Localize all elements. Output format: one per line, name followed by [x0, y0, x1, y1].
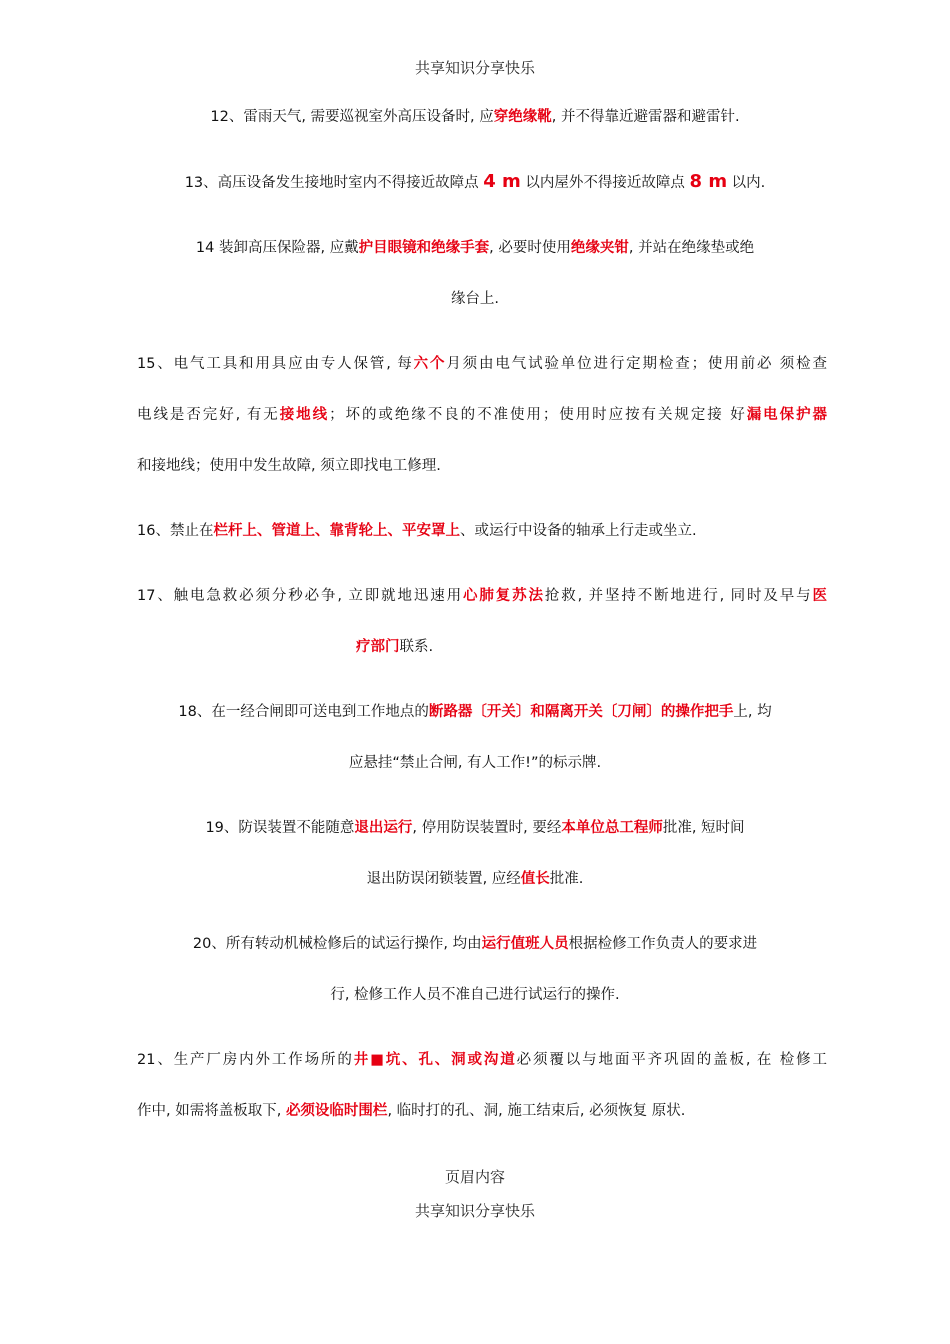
text-run: , 停用防误装置时, 要经 — [412, 820, 562, 836]
text-run: 应悬挂“禁止合闸, 有人工作!”的标示牌. — [348, 755, 602, 771]
text-run: , 并站在绝缘垫或绝 — [628, 240, 755, 256]
item-15-line-2 — [137, 405, 827, 425]
highlight-text: 穿绝缘靴 — [493, 109, 552, 125]
highlight-text: 8 m — [689, 171, 728, 192]
highlight-text: 医 — [812, 588, 828, 604]
text-run: 批准. — [549, 871, 584, 887]
text-run: 和接地线；使用中发生故障, 须立即找电工修理. — [137, 458, 441, 474]
text-run: 12、雷雨天气, 需要巡视室外高压设备时, 应 — [210, 109, 494, 125]
text-run: 电线是否完好, 有无 — [137, 407, 280, 423]
text-run: 20、所有转动机械检修后的试运行操作, 均由 — [192, 936, 482, 952]
footer-label: 页眉内容 — [444, 1168, 505, 1186]
text-run: 17、触电急救必须分秒必争, 立即就地迅速用 — [137, 588, 463, 604]
text-run: 21、生产厂房内外工作场所的 — [137, 1052, 354, 1068]
text-run: 18、在一经合闸即可送电到工作地点的 — [178, 704, 429, 720]
highlight-text: 退出运行 — [354, 820, 413, 836]
item-21-line-2 — [137, 1101, 827, 1121]
item-15-line-3 — [137, 456, 827, 476]
highlight-text: 六个 — [413, 356, 447, 372]
item-14-line-1 — [0, 238, 950, 258]
item-13-line-1 — [0, 172, 950, 193]
item-17-line-1 — [137, 586, 827, 606]
highlight-text: 心肺复苏法 — [463, 588, 545, 604]
item-18-line-1 — [0, 702, 950, 722]
item-12-line-1 — [0, 107, 950, 127]
page-header: 共享知识分享快乐 — [414, 59, 535, 77]
item-17-line-2 — [356, 637, 433, 657]
text-run: 以内. — [727, 175, 766, 191]
text-run: 15、电气工具和用具应由专人保管, 每 — [137, 356, 414, 372]
text-run: 14 装卸高压保险器, 应戴 — [195, 240, 359, 256]
item-14-line-2 — [0, 289, 950, 309]
text-run: ；坏的或绝缘不良的不准使用；使用时应按有关规定接 好 — [329, 407, 747, 423]
highlight-text: 接地线 — [279, 407, 330, 423]
item-15-line-1 — [137, 354, 827, 374]
highlight-text: 绝缘夹钳 — [570, 240, 629, 256]
text-run: 16、禁止在 — [137, 523, 214, 539]
item-19-line-2 — [0, 869, 950, 889]
text-run: 以内屋外不得接近故障点 — [520, 175, 690, 191]
text-run: 、或运行中设备的轴承上行走或坐立. — [459, 523, 697, 539]
highlight-text: 漏电保护器 — [746, 407, 828, 423]
text-run: 13、高压设备发生接地时室内不得接近故障点 — [184, 175, 484, 191]
highlight-text: 必须设临时围栏 — [285, 1103, 388, 1119]
item-20-line-2 — [0, 985, 950, 1005]
item-20-line-1 — [0, 934, 950, 954]
item-16-line-1 — [137, 521, 827, 541]
highlight-text: 断路器〔开关〕和隔离开关〔刀闸〕的操作把手 — [428, 704, 734, 720]
highlight-text: 栏杆上、管道上、靠背轮上、平安罩上 — [213, 523, 460, 539]
text-run: , 并不得靠近避雷器和避雷针. — [551, 109, 740, 125]
text-run: 行, 检修工作人员不准自己进行试运行的操作. — [330, 987, 620, 1003]
highlight-text: 值长 — [520, 871, 550, 887]
text-run: 联系. — [399, 639, 434, 655]
text-run: 缘台上. — [450, 291, 500, 307]
text-run: 批准, 短时间 — [662, 820, 745, 836]
highlight-text: 疗部门 — [356, 639, 400, 655]
text-run: , 必要时使用 — [489, 240, 571, 256]
highlight-text: 运行值班人员 — [481, 936, 569, 952]
text-run: 作中, 如需将盖板取下, — [137, 1103, 286, 1119]
text-run: 上, 均 — [733, 704, 772, 720]
item-21-line-1 — [137, 1050, 827, 1070]
highlight-text: 本单位总工程师 — [561, 820, 663, 836]
text-run: 必须覆以与地面平齐巩固的盖板, 在 检修工 — [516, 1052, 828, 1068]
item-19-line-1 — [0, 818, 950, 838]
text-run: 根据检修工作负责人的要求进 — [568, 936, 758, 952]
text-run: 退出防误闭锁装置, 应经 — [366, 871, 521, 887]
text-run: 月须由电气试验单位进行定期检查；使用前必 须检查 — [446, 356, 827, 372]
text-run: 抢救, 并坚持不断地进行, 同时及早与 — [544, 588, 813, 604]
text-run: 19、防误装置不能随意 — [205, 820, 355, 836]
highlight-text: 井■坑、孔、洞或沟道 — [353, 1052, 517, 1068]
item-18-line-2 — [0, 753, 950, 773]
footer-text: 共享知识分享快乐 — [414, 1202, 535, 1220]
text-run: , 临时打的孔、洞, 施工结束后, 必须恢复 原状. — [387, 1103, 686, 1119]
highlight-text: 护目眼镜和绝缘手套 — [358, 240, 490, 256]
highlight-text: 4 m — [483, 171, 521, 192]
